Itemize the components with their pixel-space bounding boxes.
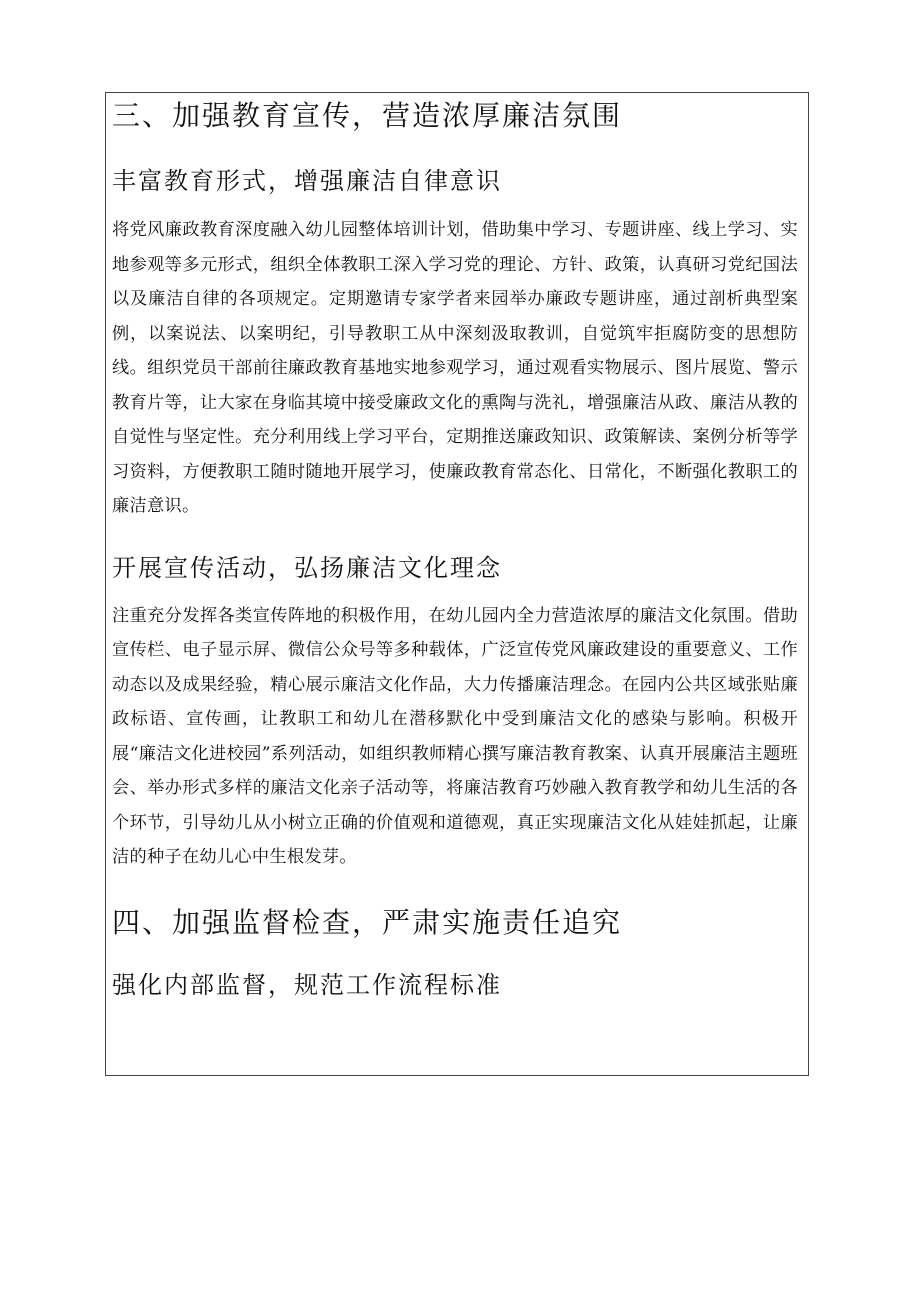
- section-3-title: 三、加强教育宣传，营造浓厚廉洁氛围: [112, 99, 623, 132]
- document-content: [112, 93, 798, 1002]
- subsection-supervision-title: 强化内部监督，规范工作流程标准: [112, 970, 502, 999]
- subsection-education-body: 将党风廉政教育深度融入幼儿园整体培训计划，借助集中学习、专题讲座、线上学习、实地参观等多元形式，组织全体教职工深入学习党的理论、方针、政策，认真研习党纪国法以及廉洁自律的各项规定。定期邀请专家学者来园举办廉政专题讲座，通过剖析典型案例，以案说法、以案明纪，引导教职工从中深刻汲取教训，自觉筑牢拒腐防变的思想防线。组织党员干部前往廉政教育基地实地参观学习，通过观看实物展示、图片展览、警示教育片等，让大家在身临其境中接受廉政文化的熏陶与洗礼，增强廉洁从政、廉洁从教的自觉性与坚定性。充分利用线上学习平台，定期推送廉政知识、政策解读、案例分析等学习资料，方便教职工随时随地开展学习，使廉政教育常态化、日常化，不断强化教职工的廉洁意识。: [112, 220, 798, 516]
- subsection-publicity-title: 开展宣传活动，弘扬廉洁文化理念: [112, 553, 502, 582]
- section-4-title: 四、加强监督检查，严肃实施责任追究: [112, 905, 623, 939]
- document-frame: [105, 92, 809, 1076]
- subsection-publicity-body: 注重充分发挥各类宣传阵地的积极作用，在幼儿园内全力营造浓厚的廉洁文化氛围。借助宣传栏、电子显示屏、微信公众号等多种载体，广泛宣传党风廉政建设的重要意义、工作动态以及成果经验，精心展示廉洁文化作品，大力传播廉洁理念。在园内公共区域张贴廉政标语、宣传画，让教职工和幼儿在潜移默化中受到廉洁文化的感染与影响。积极开展“廉洁文化进校园”系列活动，如组织教师精心撰写廉洁教育教案、认真开展廉洁主题班会、举办形式多样的廉洁文化亲子活动等，将廉洁教育巧妙融入教育教学和幼儿生活的各个环节，引导幼儿从小树立正确的价值观和道德观，真正实现廉洁文化从娃娃抓起，让廉洁的种子在幼儿心中生根发芽。: [112, 605, 798, 867]
- subsection-education-title: 丰富教育形式，增强廉洁自律意识: [112, 167, 502, 195]
